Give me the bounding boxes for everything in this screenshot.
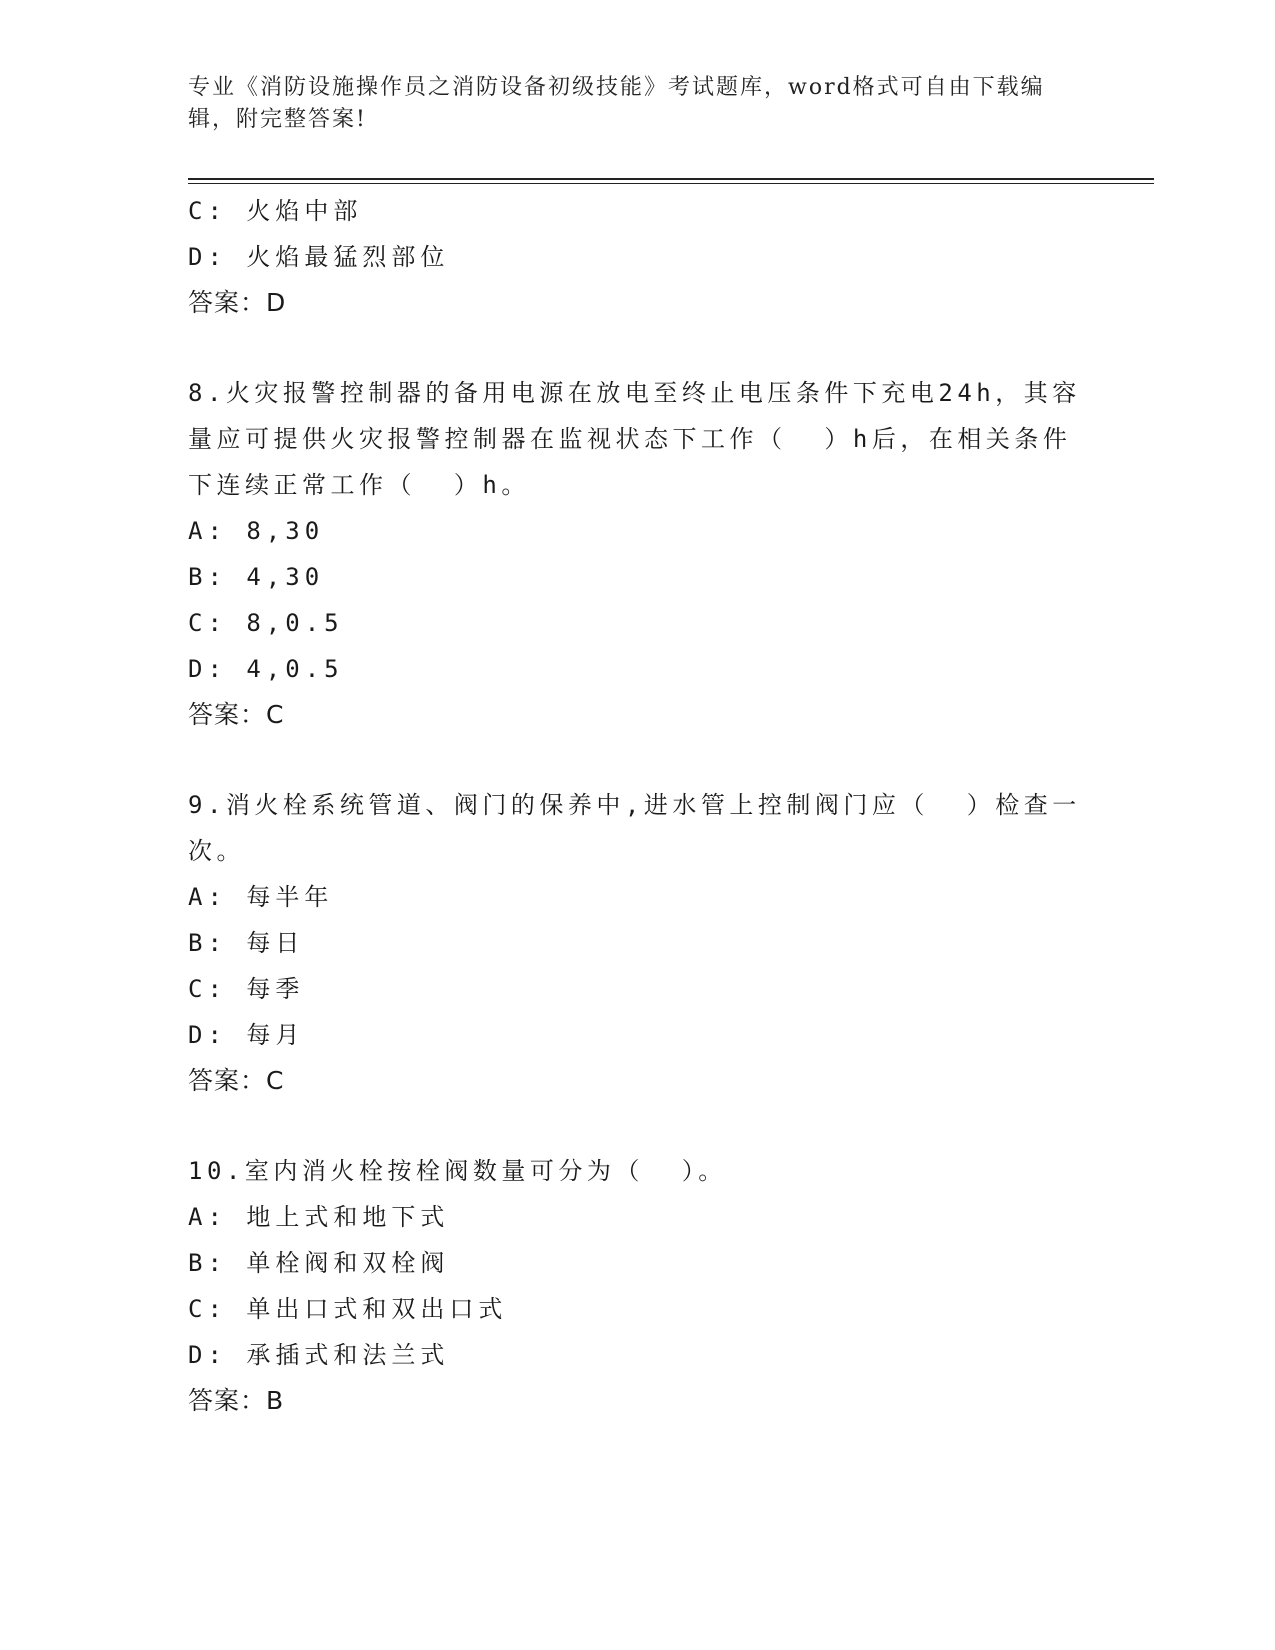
option-d: D: 火焰最猛烈部位	[188, 243, 450, 271]
question-8	[188, 370, 1088, 738]
question-9	[188, 782, 1088, 1104]
spacer	[188, 326, 1088, 370]
prev-question	[188, 188, 1088, 326]
question-text-line: 量应可提供火灾报警控制器在监视状态下工作（ ）h后，在相关条件	[188, 425, 1072, 453]
option-a: A: 每半年	[188, 883, 334, 911]
answer-line: 答案：D	[188, 288, 287, 317]
spacer	[188, 738, 1088, 782]
answer-line: 答案：B	[188, 1386, 285, 1415]
option-d: D: 4,0.5	[188, 655, 344, 683]
header-rule-thin	[188, 183, 1154, 184]
question-text-line: 次。	[188, 837, 245, 865]
option-a: A: 8,30	[188, 517, 325, 545]
question-text-line: 9.消火栓系统管道、阀门的保养中,进水管上控制阀门应（ ）检查一	[188, 791, 1081, 819]
option-d: D: 每月	[188, 1021, 305, 1049]
option-b: B: 单栓阀和双栓阀	[188, 1249, 450, 1277]
spacer	[188, 1104, 1088, 1148]
option-c: C: 单出口式和双出口式	[188, 1295, 508, 1323]
option-b: B: 4,30	[188, 563, 325, 591]
option-d: D: 承插式和法兰式	[188, 1341, 450, 1369]
question-content	[188, 188, 1088, 1424]
question-text-line: 10.室内消火栓按栓阀数量可分为（ ）。	[188, 1157, 727, 1185]
option-b: B: 每日	[188, 929, 305, 957]
answer-line: 答案：C	[188, 1066, 285, 1095]
header-rule-thick	[188, 178, 1154, 180]
option-c: C: 每季	[188, 975, 305, 1003]
question-text-line: 8.火灾报警控制器的备用电源在放电至终止电压条件下充电24h，其容	[188, 379, 1081, 407]
answer-line: 答案：C	[188, 700, 285, 729]
option-c: C: 火焰中部	[188, 197, 363, 225]
question-text-line: 下连续正常工作（ ）h。	[188, 471, 530, 499]
question-10	[188, 1148, 1088, 1424]
page-header: 专业《消防设施操作员之消防设备初级技能》考试题库，word格式可自由下载编辑，附完整答案!	[188, 75, 1045, 132]
option-a: A: 地上式和地下式	[188, 1203, 450, 1231]
option-c: C: 8,0.5	[188, 609, 344, 637]
